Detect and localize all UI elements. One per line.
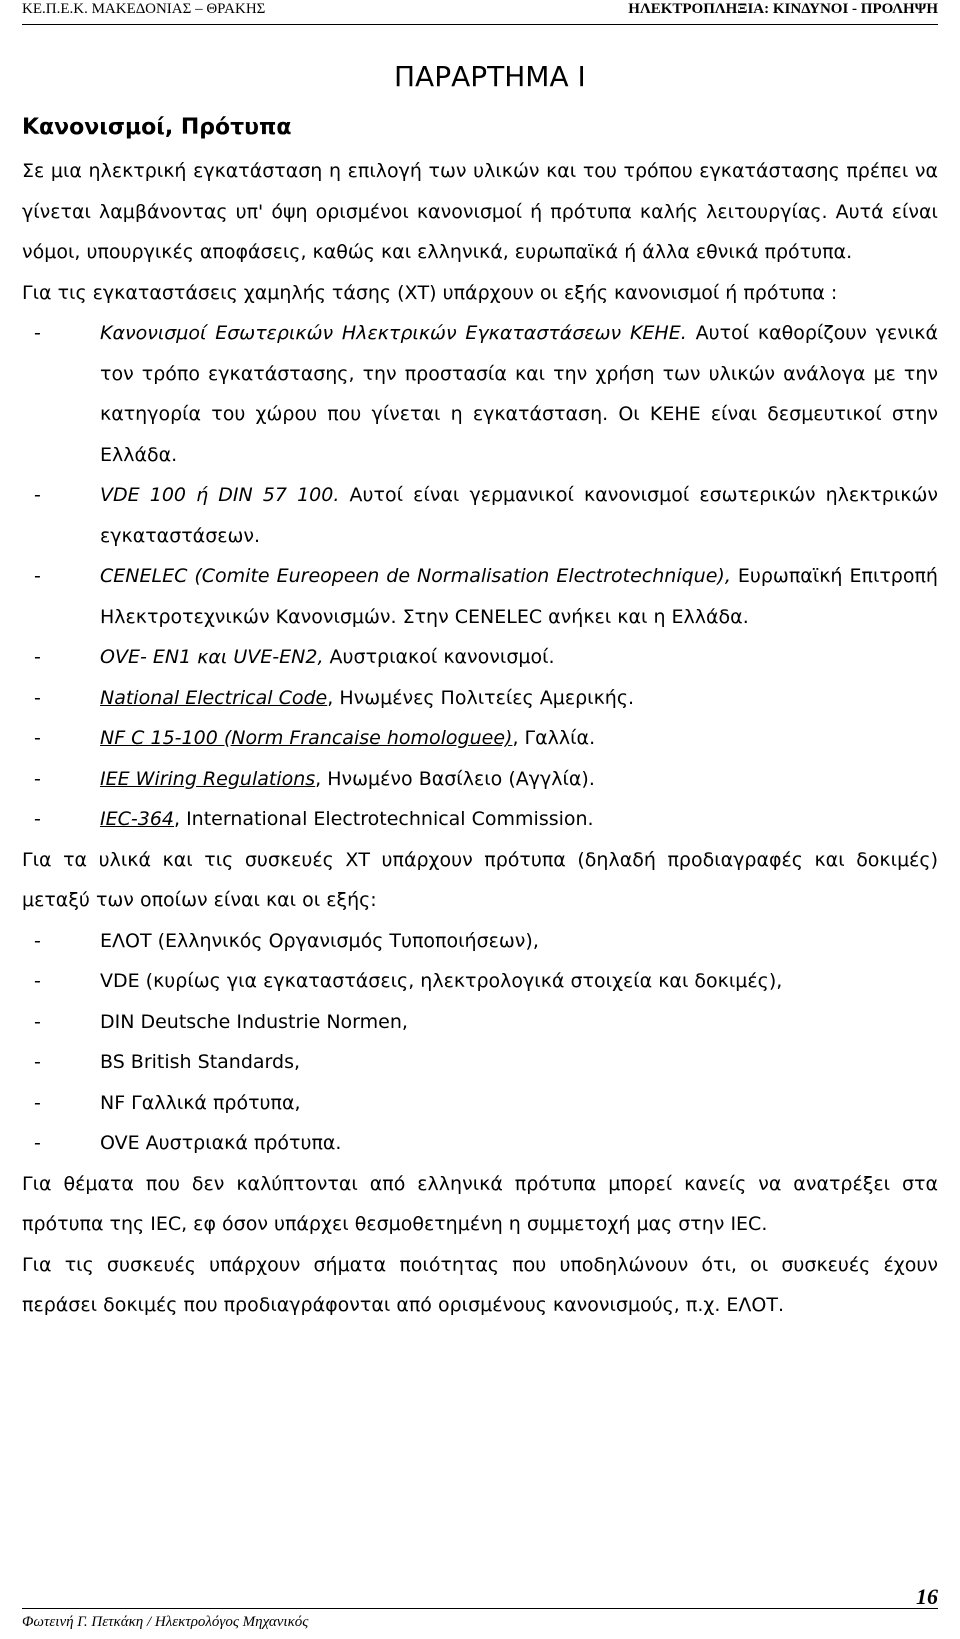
standards-list	[22, 921, 938, 1164]
standard-name: OVE Αυστριακά πρότυπα.	[100, 1132, 342, 1154]
regulation-description: , International Electrotechnical Commission.	[174, 808, 594, 830]
list-dash: -	[34, 808, 41, 830]
header-organization: ΚΕ.Π.Ε.Κ. ΜΑΚΕΔΟΝΙΑΣ – ΘΡΑΚΗΣ	[22, 1, 266, 17]
list-item	[22, 1042, 938, 1083]
list-item	[22, 759, 938, 800]
standard-name: NF Γαλλικά πρότυπα,	[100, 1091, 301, 1114]
list-item	[22, 637, 938, 678]
list-dash: -	[34, 727, 41, 749]
list-dash: -	[34, 686, 41, 709]
regulation-name: CENELEC (Comite Eureopeen de Normalisation Electrotechnique),	[100, 565, 731, 587]
list-item	[22, 556, 938, 637]
list-dash: -	[34, 646, 41, 668]
list-dash: -	[34, 767, 41, 790]
list-item	[22, 1002, 938, 1043]
list-item	[22, 678, 938, 719]
list-dash: -	[34, 565, 41, 587]
quality-note-paragraph: Για τις συσκευές υπάρχουν σήματα ποιότητας που υποδηλώνουν ότι, οι συσκευές έχουν περάσει δοκιμές που προδιαγράφονται από ορισμένους κανονισμούς, π.χ. ΕΛΟΤ.	[22, 1253, 938, 1316]
regulation-name: OVE- EN1 και UVE-EN2,	[100, 646, 324, 668]
list-item	[22, 1083, 938, 1124]
regulation-name: IEC-364	[100, 808, 174, 830]
page-header	[22, 0, 938, 25]
page-footer	[22, 1584, 938, 1635]
annex-title: ΠΑΡΑΡΤΗΜΑ Ι	[394, 60, 586, 93]
list-item	[22, 799, 938, 840]
regulation-name: VDE 100 ή DIN 57 100.	[100, 484, 340, 506]
list-dash: -	[34, 484, 41, 506]
regulation-description: , Ηνωμένες Πολιτείες Αμερικής.	[327, 686, 635, 709]
list-dash: -	[34, 322, 41, 344]
standard-name: ΕΛΟΤ (Ελληνικός Οργανισμός Τυποποιήσεων),	[100, 929, 539, 952]
list-dash: -	[34, 970, 41, 992]
standard-name: VDE (κυρίως για εγκαταστάσεις, ηλεκτρολογικά στοιχεία και δοκιμές),	[100, 970, 783, 992]
regulation-name: Κανονισμοί Εσωτερικών Ηλεκτρικών Εγκαταστάσεων ΚΕΗΕ.	[100, 322, 687, 344]
list-item	[22, 313, 938, 475]
standard-name: BS British Standards,	[100, 1051, 301, 1073]
regulation-description: Αυτοί καθορίζουν γενικά τον τρόπο εγκατάστασης, την προστασία και την χρήση των υλικών ανάλογα με την κατηγορία του χώρου που γίνεται η εγκατάσταση. Οι ΚΕΗΕ είναι δεσμευτικοί στην Ελλάδα.	[100, 322, 938, 466]
list-item	[22, 1123, 938, 1164]
regulation-description: , Γαλλία.	[512, 727, 596, 749]
intro-paragraph: Σε μια ηλεκτρική εγκατάσταση η επιλογή των υλικών και του τρόπου εγκατάστασης πρέπει να γίνεται λαμβάνοντας υπ' όψη ορισμένοι κανονισμοί ή πρότυπα καλής λειτουργίας. Αυτά είναι νόμοι, υπουργικές αποφάσεις, καθώς και ελληνικά, ευρωπαϊκά ή άλλα εθνικά πρότυπα.	[22, 160, 938, 263]
regulation-description: Αυστριακοί κανονισμοί.	[323, 646, 555, 668]
list-item	[22, 961, 938, 1002]
list-dash: -	[34, 929, 41, 952]
devices-intro-paragraph: Για τα υλικά και τις συσκευές ΧΤ υπάρχουν πρότυπα (δηλαδή προδιαγραφές και δοκιμές) μεταξύ των οποίων είναι και οι εξής:	[22, 848, 938, 911]
standard-name: DIN Deutsche Industrie Normen,	[100, 1010, 408, 1033]
regulation-name: National Electrical Code	[100, 686, 328, 709]
list-dash: -	[34, 1132, 41, 1154]
section-heading: Κανονισμοί, Πρότυπα	[22, 115, 292, 140]
list-item	[22, 475, 938, 556]
list-item	[22, 718, 938, 759]
regulation-name: NF C 15-100 (Norm Francaise homologuee)	[100, 727, 513, 749]
list-dash: -	[34, 1010, 41, 1033]
list-dash: -	[34, 1051, 41, 1073]
document-body	[22, 151, 938, 1326]
regulation-name: IEE Wiring Regulations	[100, 767, 316, 790]
regulation-description: , Ηνωμένο Βασίλειο (Αγγλία).	[315, 767, 595, 790]
page-number: 16	[916, 1584, 938, 1609]
header-document-title: ΗΛΕΚΤΡΟΠΛΗΞΙΑ: ΚΙΝΔΥΝΟΙ - ΠΡΟΛΗΨΗ	[628, 1, 938, 17]
regulation-description: Αυτοί είναι γερμανικοί κανονισμοί εσωτερικών ηλεκτρικών εγκαταστάσεων.	[100, 484, 939, 547]
lv-intro-paragraph: Για τις εγκαταστάσεις χαμηλής τάσης (ΧΤ) υπάρχουν οι εξής κανονισμοί ή πρότυπα :	[22, 281, 838, 304]
iec-note-paragraph: Για θέματα που δεν καλύπτονται από ελληνικά πρότυπα μπορεί κανείς να ανατρέξει στα πρότυπα της IEC, εφ όσον υπάρχει θεσμοθετημένη η συμμετοχή μας στην IEC.	[22, 1172, 938, 1235]
regulations-list	[22, 313, 938, 840]
list-dash: -	[34, 1091, 41, 1114]
regulation-description: Ευρωπαϊκή Επιτροπή Ηλεκτροτεχνικών Κανονισμών. Στην CENELEC ανήκει και η Ελλάδα.	[100, 565, 938, 628]
list-item	[22, 921, 938, 962]
footer-author: Φωτεινή Γ. Πετκάκη / Ηλεκτρολόγος Μηχανικός	[22, 1614, 309, 1630]
